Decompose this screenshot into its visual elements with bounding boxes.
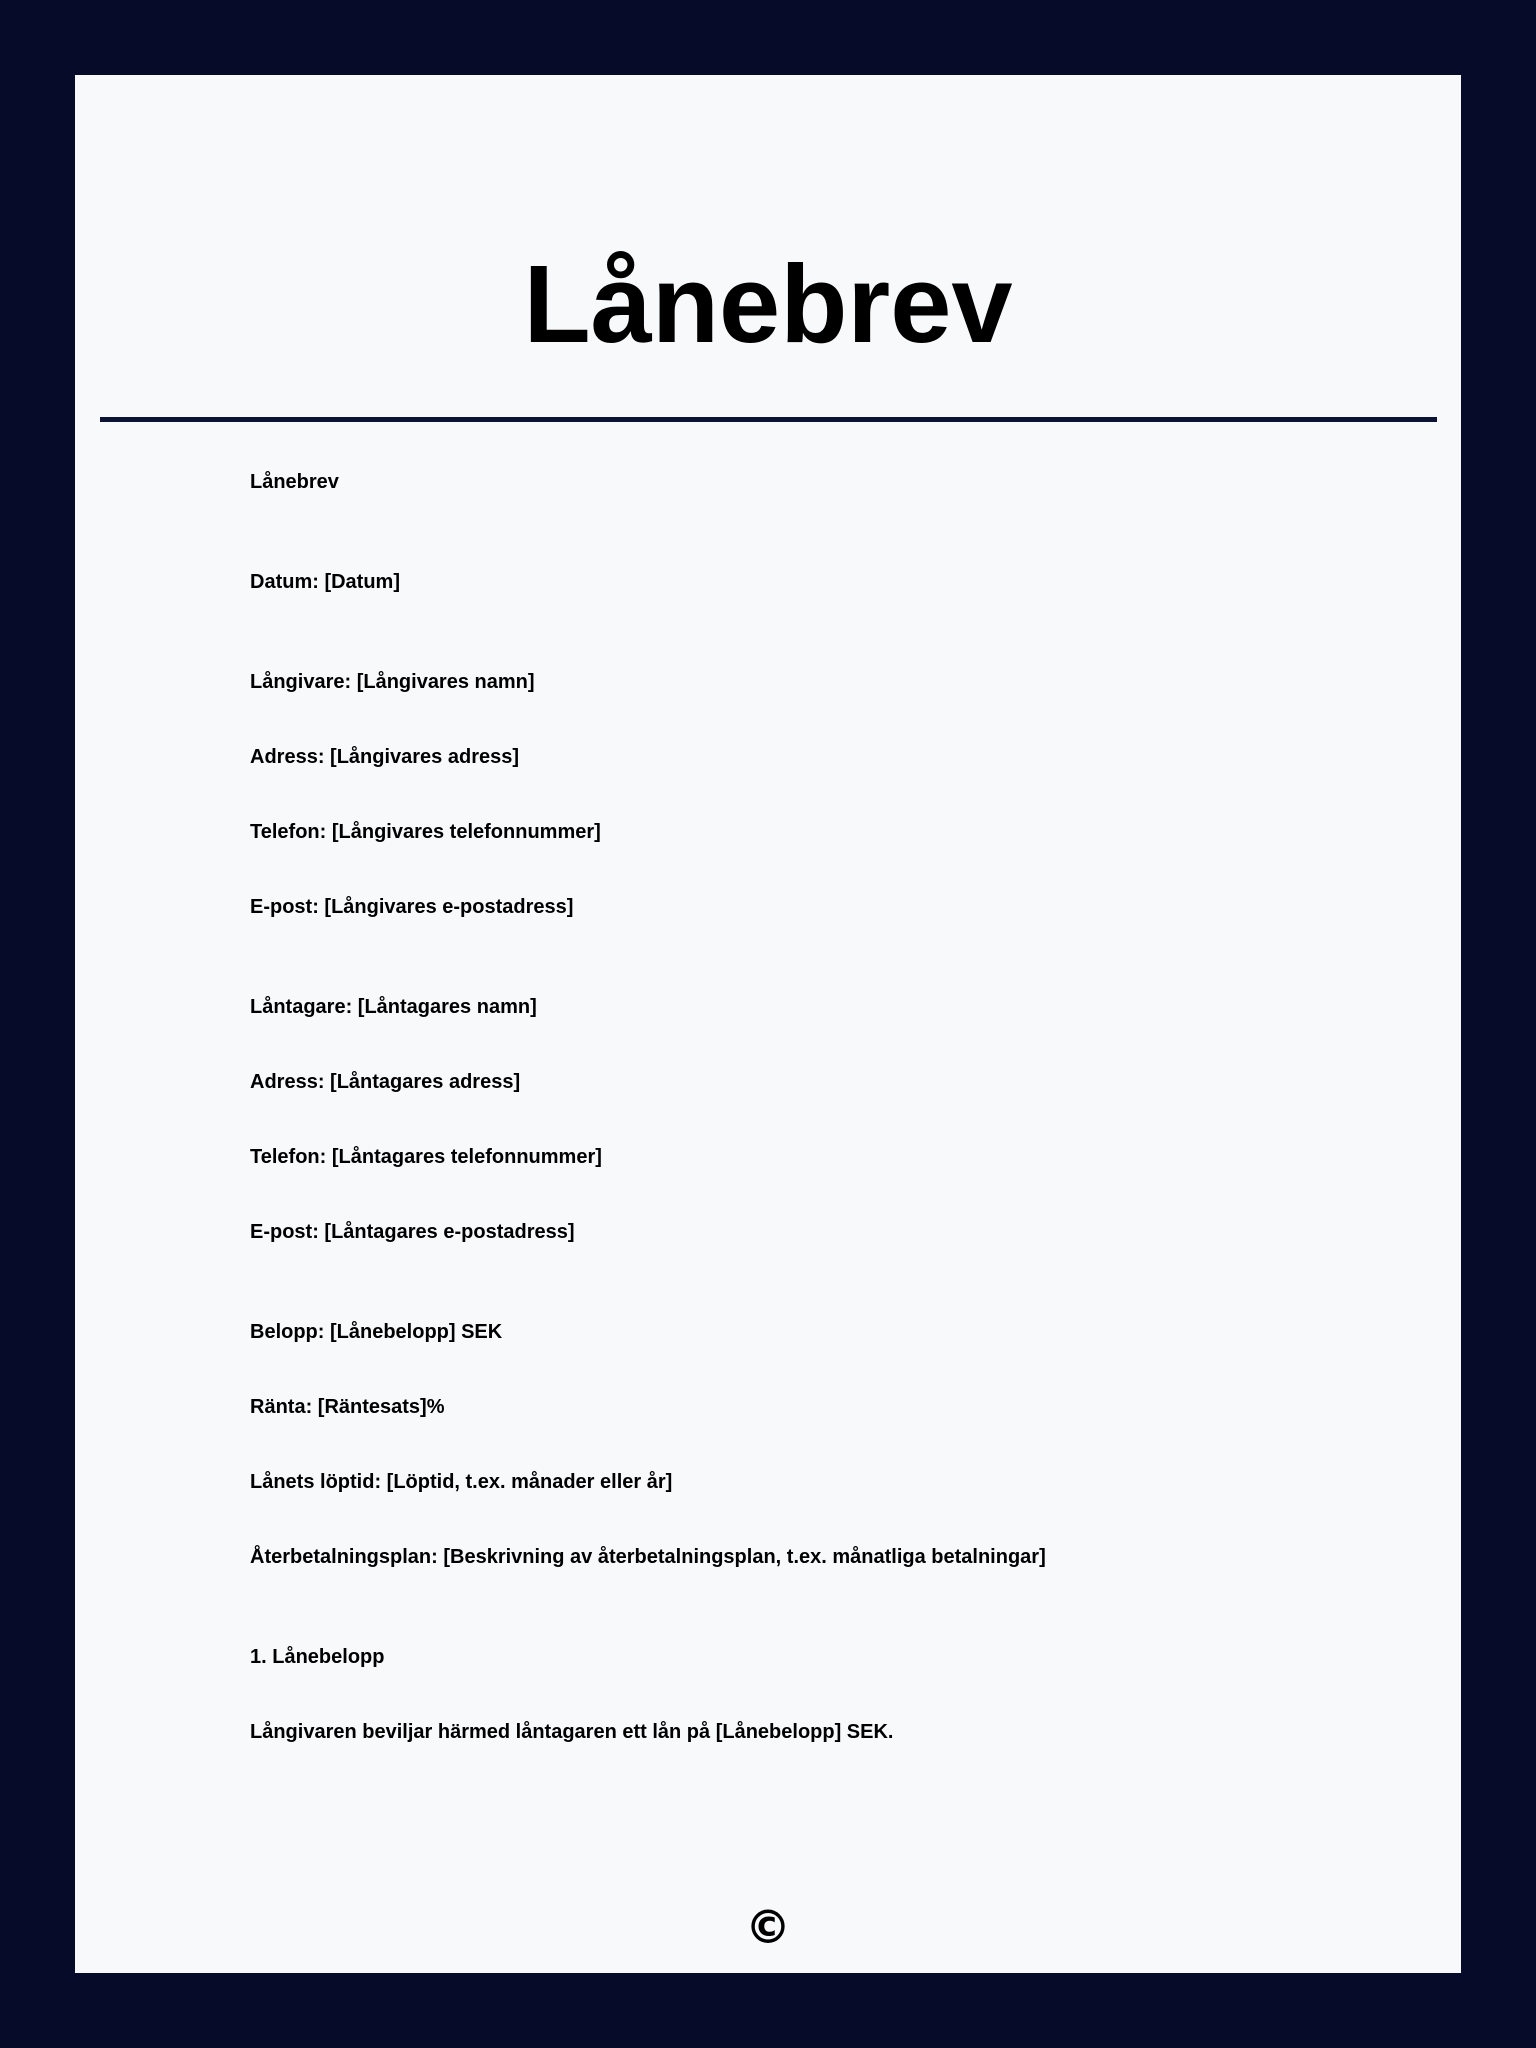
lender-address-line: Adress: [Långivares adress]	[250, 746, 520, 768]
section-1-heading: 1. Lånebelopp	[250, 1646, 385, 1668]
title-divider	[100, 417, 1437, 422]
section-1-text: Långivaren beviljar härmed låntagaren ett lån på [Lånebelopp] SEK.	[250, 1721, 894, 1743]
repayment-plan-line: Återbetalningsplan: [Beskrivning av återbetalningsplan, t.ex. månatliga betalningar]	[250, 1546, 1046, 1568]
document-heading: Lånebrev	[250, 471, 339, 493]
amount-line: Belopp: [Lånebelopp] SEK	[250, 1321, 503, 1343]
term-line: Lånets löptid: [Löptid, t.ex. månader eller år]	[250, 1471, 673, 1493]
lender-phone-line: Telefon: [Långivares telefonnummer]	[250, 821, 601, 843]
interest-line: Ränta: [Räntesats]%	[250, 1396, 445, 1418]
borrower-phone-line: Telefon: [Låntagares telefonnummer]	[250, 1146, 602, 1168]
date-line: Datum: [Datum]	[250, 571, 400, 593]
lender-name-line: Långivare: [Långivares namn]	[250, 671, 535, 693]
document-title: Lånebrev	[523, 243, 1013, 366]
borrower-name-line: Låntagare: [Låntagares namn]	[250, 996, 537, 1018]
borrower-address-line: Adress: [Låntagares adress]	[250, 1071, 521, 1093]
copyright-symbol: ©	[745, 1900, 791, 1954]
lender-email-line: E-post: [Långivares e-postadress]	[250, 896, 574, 918]
borrower-email-line: E-post: [Låntagares e-postadress]	[250, 1221, 575, 1243]
